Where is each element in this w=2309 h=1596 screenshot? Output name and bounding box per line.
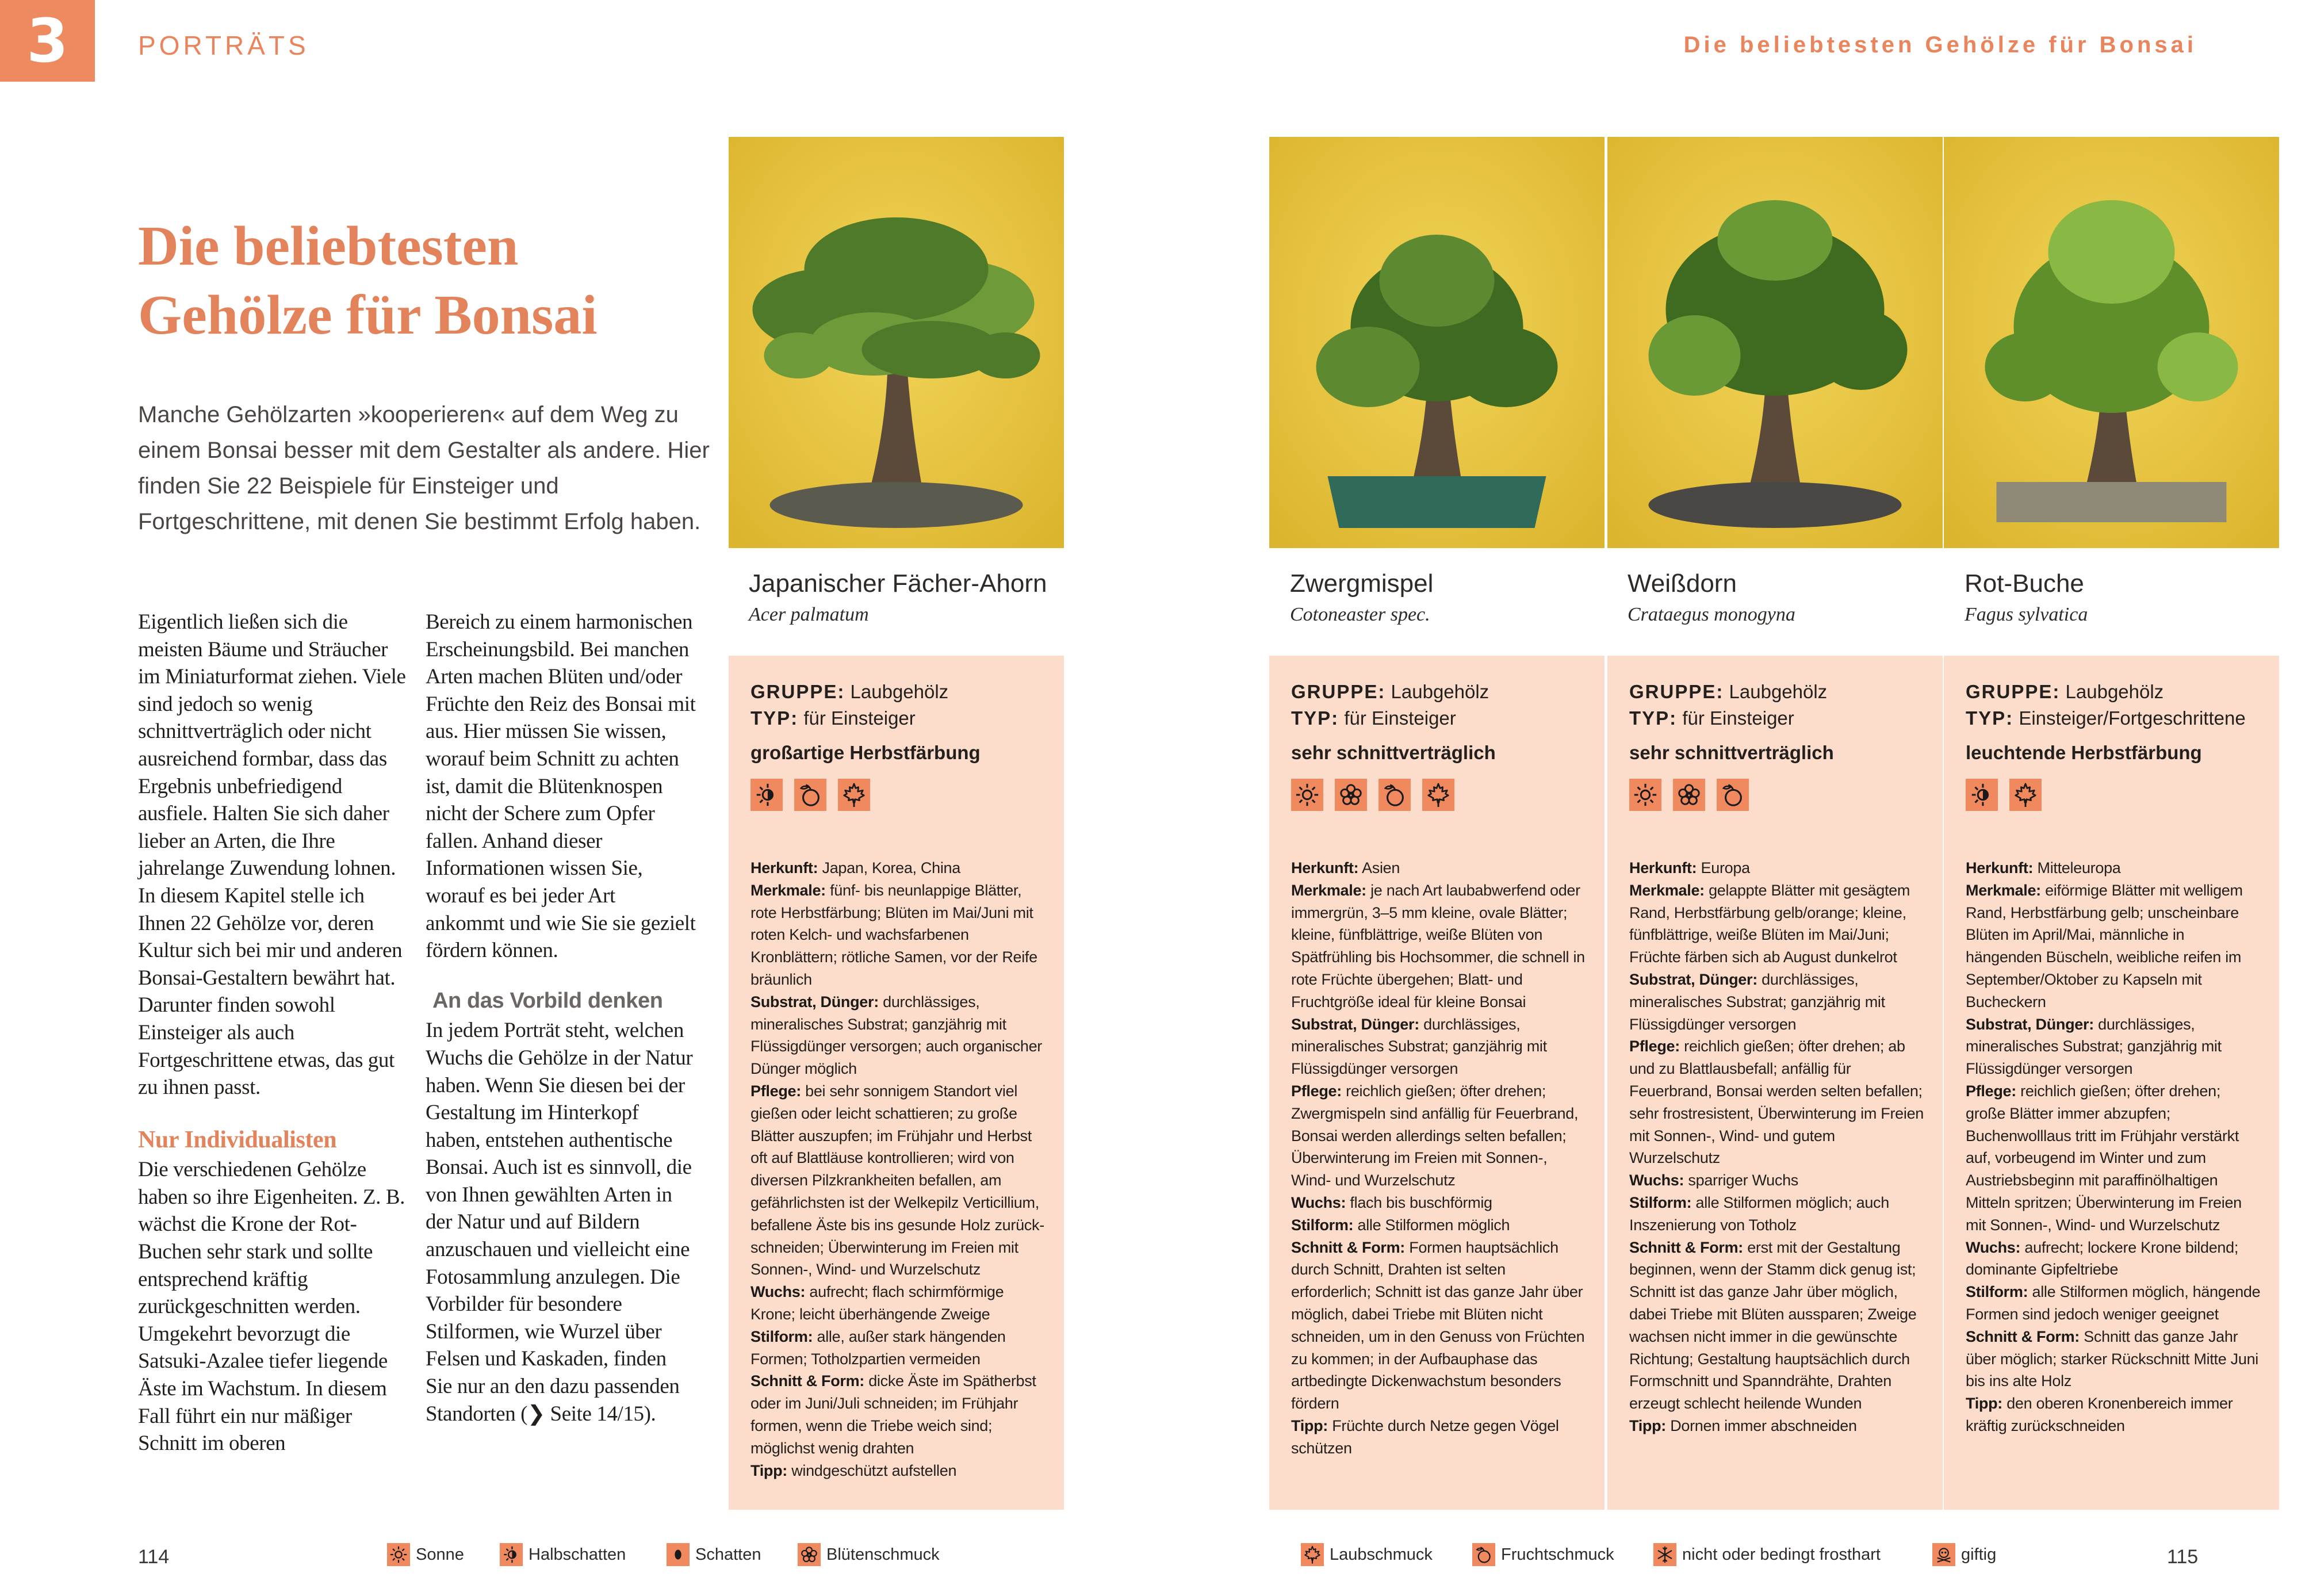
group-label: GRUPPE: — [1291, 681, 1386, 702]
detail-label: Pflege: — [1291, 1082, 1342, 1100]
photo-japanese-maple — [729, 137, 1064, 548]
photo-hawthorn — [1607, 137, 1943, 548]
subheading: Nur Individualisten — [138, 1126, 337, 1153]
detail-text: Asien — [1362, 859, 1400, 877]
legend-item-toxic — [1932, 1543, 1996, 1566]
detail-entry — [1966, 1326, 2262, 1392]
detail-entry — [1291, 1214, 1587, 1237]
subheading: An das Vorbild denken — [432, 988, 663, 1013]
detail-entry — [1291, 1013, 1587, 1080]
type-label: TYP: — [1629, 707, 1678, 729]
type-label: TYP: — [750, 707, 799, 729]
info-box-cotoneaster — [1269, 656, 1605, 1510]
detail-text: durchlässiges, mineralisches Substrat; ganzjährig mit Flüssigdünger versorgen — [1629, 970, 1885, 1033]
fruit-icon — [1378, 779, 1411, 811]
info-box-european-beech — [1944, 656, 2279, 1510]
group-value: Laubgehölz — [1391, 681, 1489, 702]
chapter-number-badge: 3 — [0, 0, 95, 82]
detail-text: Europa — [1701, 859, 1750, 877]
legend-item-halfshade — [500, 1543, 626, 1566]
detail-entry — [1629, 857, 1925, 879]
detail-entry — [1966, 879, 2262, 1013]
highlight-feature: leuchtende Herbstfärbung — [1966, 742, 2202, 763]
detail-label: Merkmale: — [1966, 881, 2041, 899]
page-title-line: Die beliebtesten — [138, 215, 519, 277]
tree-foliage — [971, 332, 1040, 378]
page-number-left: 114 — [138, 1546, 170, 1568]
photo-european-beech — [1944, 137, 2279, 548]
detail-entry — [1966, 1013, 2262, 1080]
detail-text: fünf- bis neunlappige Blätter, rote Herbstfärbung; Blüten im Mai/Juni mit roten Kelch- und wachsfarbenen Kronblättern; rötliche Samen, vor der Reife bräunlich — [750, 881, 1037, 988]
type-row — [1966, 705, 2262, 732]
bonsai-pot — [1997, 482, 2227, 522]
leaf-icon — [838, 779, 870, 811]
page-title — [138, 212, 598, 350]
fruit-icon — [794, 779, 826, 811]
running-title: Die beliebtesten Gehölze für Bonsai — [1683, 32, 2197, 58]
detail-label: Pflege: — [1629, 1038, 1680, 1055]
bonsai-pot — [1649, 482, 1902, 528]
property-icons — [750, 779, 1047, 811]
tree-foliage — [1816, 309, 1908, 390]
legend-label: Sonne — [416, 1545, 464, 1564]
leaf-icon — [1422, 779, 1454, 811]
legend-item-blossom — [798, 1543, 940, 1566]
detail-text: reichlich gießen; öfter drehen; Zwergmispeln sind anfällig für Feuerbrand, Bonsai werden allerdings selten befallen; Überwinterung im Freien mit Sonnen-, Wind- und Wurzelschutz — [1291, 1082, 1579, 1189]
type-value: für Einsteiger — [803, 707, 916, 729]
detail-label: Stilform: — [1629, 1193, 1692, 1211]
tree-foliage — [1985, 332, 2066, 401]
detail-label: Pflege: — [1966, 1082, 2016, 1100]
detail-label: Tipp: — [750, 1461, 787, 1479]
group-value: Laubgehölz — [1729, 681, 1828, 702]
detail-text: dicke Äste im Spätherbst oder im Juni/Juli schneiden; im Frühjahr formen, wenn die Triebe weich sind; möglichst wenig drahten — [750, 1372, 1036, 1457]
detail-entry — [1966, 1392, 2262, 1437]
legend-item-fruit — [1472, 1543, 1614, 1566]
detail-text: eiförmige Blätter mit welligem Rand, Herbstfärbung gelb; unscheinbare Blüten im April/Mai, männliche in hängenden Büscheln, weibliche reifen im September/Oktober zu Kapseln mit Bucheckern — [1966, 881, 2243, 1011]
tree-foliage — [2048, 200, 2175, 304]
body-column-1 — [138, 608, 408, 1457]
tree-foliage — [1316, 327, 1420, 407]
detail-label: Schnitt & Form: — [1291, 1238, 1405, 1256]
group-row — [750, 679, 1047, 705]
detail-text: alle Stilformen möglich; auch Inszenierung von Totholz — [1629, 1193, 1889, 1234]
detail-label: Substrat, Dünger: — [1966, 1015, 2094, 1033]
detail-label: Herkunft: — [1629, 859, 1697, 877]
detail-entry — [1966, 857, 2262, 879]
detail-label: Schnitt & Form: — [1966, 1327, 2080, 1345]
details — [1291, 857, 1587, 1460]
detail-label: Merkmale: — [750, 881, 826, 899]
blossom-icon — [798, 1543, 821, 1566]
detail-text: Früchte durch Netze gegen Vögel schützen — [1291, 1417, 1559, 1457]
legend-label: Fruchtschmuck — [1501, 1545, 1614, 1564]
detail-entry — [1291, 1415, 1587, 1460]
tree-foliage — [1454, 327, 1558, 407]
legend-item-frost — [1653, 1543, 1881, 1566]
fruit-icon — [1472, 1543, 1495, 1566]
detail-label: Wuchs: — [1629, 1172, 1684, 1189]
tree-foliage — [2158, 332, 2238, 401]
legend-label: Laubschmuck — [1330, 1545, 1433, 1564]
legend-label: Schatten — [695, 1545, 761, 1564]
type-row — [1629, 705, 1925, 732]
type-label: TYP: — [1291, 707, 1339, 729]
highlight-feature: sehr schnittverträglich — [1629, 742, 1834, 763]
plant-name: Rot-Buche — [1965, 569, 2084, 598]
type-value: für Einsteiger — [1344, 707, 1456, 729]
highlight-feature: großartige Herbstfärbung — [750, 742, 981, 763]
detail-text: alle Stilformen möglich, hängende Formen sind jedoch weniger geeignet — [1966, 1283, 2261, 1323]
section-label: PORTRÄTS — [138, 30, 309, 60]
property-icons — [1291, 779, 1587, 811]
detail-label: Tipp: — [1291, 1417, 1328, 1434]
detail-entry — [750, 1370, 1047, 1459]
detail-label: Substrat, Dünger: — [1629, 970, 1757, 988]
detail-text: Schnitt das ganze Jahr über möglich; starker Rückschnitt Mitte Juni bis ins alte Holz — [1966, 1327, 2258, 1390]
sun-icon — [387, 1543, 410, 1566]
detail-label: Stilform: — [1291, 1216, 1354, 1234]
sun-icon — [1629, 779, 1661, 811]
type-label: TYP: — [1966, 707, 2014, 729]
group-row — [1291, 679, 1587, 705]
detail-label: Tipp: — [1629, 1417, 1666, 1434]
detail-text: erst mit der Gestaltung beginnen, wenn der Stamm dick genug ist; Schnitt ist das ganze Jahr über möglich, dabei Triebe mit Blüten aussparen; Zweige wachsen nicht immer in die gewünschte Richtung; Gestaltung hauptsächlich durch Formschnitt und Spanndrähte, Drahten erzeugt schlecht heilende Wunden — [1629, 1238, 1917, 1413]
detail-text: bei sehr sonnigem Standort viel gießen oder leicht schattieren; zu große Blätter auszupfen; im Frühjahr und Herbst oft auf Blattläuse kontrollieren; wird von diversen Pilzkrankheiten befallen, am gefährlichsten ist der Welkepilz Verticillium, befallene Äste bis ins gesunde Holz zurückschneiden; Überwinterung im Freien mit Sonnen-, Wind- und Wurzelschutz — [750, 1082, 1045, 1279]
bonsai-pot — [1328, 476, 1546, 528]
legend-label: Blütenschmuck — [826, 1545, 940, 1564]
detail-label: Herkunft: — [1966, 859, 2034, 877]
tree-foliage — [1649, 315, 1741, 396]
blossom-icon — [1673, 779, 1705, 811]
leaf-icon — [1301, 1543, 1324, 1566]
detail-label: Substrat, Dünger: — [750, 993, 879, 1011]
legend-item-leaf — [1301, 1543, 1433, 1566]
fruit-icon — [1717, 779, 1749, 811]
plant-latin-name: Crataegus monogyna — [1628, 604, 1795, 625]
detail-text: durchlässiges, mineralisches Substrat; ganzjährig mit Flüssigdünger versorgen — [1291, 1015, 1547, 1078]
legend-item-sun — [387, 1543, 464, 1566]
detail-text: den oberen Kronenbereich immer kräftig zurückschneiden — [1966, 1395, 2233, 1434]
group-value: Laubgehölz — [2065, 681, 2164, 702]
page-title-line: Gehölze für Bonsai — [138, 284, 598, 346]
legend-label: giftig — [1961, 1545, 1997, 1564]
details — [750, 857, 1047, 1482]
detail-label: Stilform: — [750, 1327, 813, 1345]
plant-latin-name: Acer palmatum — [749, 604, 869, 625]
halfshade-icon — [1966, 779, 1998, 811]
body-paragraph: Eigentlich ließen sich die meisten Bäume und Sträucher im Miniaturformat ziehen. Viele sind jedoch so wenig schnittverträglich oder nicht ausreichend formbar, dass das Ergebnis unbefriedigend ausfiele. Halten Sie sich daher lieber an Arten, die Ihre jahrelange Zuwendung lohnen. In diesem Kapitel stelle ich Ihnen 22 Gehölze vor, deren Kultur sich bei mir und anderen Bonsai-Gestaltern bewährt hat. Darunter finden sowohl Einsteiger als auch Fortgeschrittene etwas, das gut zu ihnen passt. — [138, 610, 406, 1100]
frost-icon — [1653, 1543, 1676, 1566]
detail-entry — [1291, 1080, 1587, 1192]
detail-entry — [750, 879, 1047, 991]
detail-text: sparriger Wuchs — [1688, 1172, 1798, 1189]
photo-cotoneaster — [1269, 137, 1605, 548]
detail-text: Dornen immer abschneiden — [1670, 1417, 1857, 1434]
legend-label: nicht oder bedingt frosthart — [1682, 1545, 1881, 1564]
detail-entry — [1966, 1237, 2262, 1281]
detail-entry — [1966, 1080, 2262, 1237]
body-paragraph: Bereich zu einem harmonischen Erscheinungsbild. Bei manchen Arten machen Blüten und/oder Früchte den Reiz des Bonsai mit aus. Hier müssen Sie wissen, worauf beim Schnitt zu achten ist, damit die Blütenknospen nicht der Schere zum Opfer fallen. Anhand dieser Informationen wissen Sie, worauf es bei jeder Art ankommt und wie Sie sie gezielt fördern können. — [426, 610, 696, 963]
detail-entry — [1291, 857, 1587, 879]
group-label: GRUPPE: — [1966, 681, 2061, 702]
plant-name: Weißdorn — [1628, 569, 1737, 598]
toxic-icon — [1932, 1543, 1955, 1566]
detail-entry — [750, 1281, 1047, 1326]
info-box-hawthorn — [1607, 656, 1943, 1510]
detail-text: Mitteleuropa — [2037, 859, 2121, 877]
detail-entry — [1629, 879, 1925, 969]
detail-entry — [1629, 969, 1925, 1035]
detail-text: aufrecht; flach schirmförmige Krone; leicht überhängende Zweige — [750, 1283, 1004, 1323]
body-paragraph: Die verschiedenen Gehölze haben so ihre Eigenheiten. Z. B. wächst die Krone der Rot-Buchen sehr stark und sollte entsprechend kräftig zurückgeschnitten werden. Umgekehrt bevorzugt die Satsuki-Azalee tiefer liegende Äste im Wachstum. In diesem Fall führt ein nur mäßiger Schnitt im oberen — [138, 1158, 405, 1456]
detail-text: alle Stilformen möglich — [1357, 1216, 1510, 1234]
intro-text: Manche Gehölzarten »kooperieren« auf dem Weg zu einem Bonsai besser mit dem Gestalter als andere. Hier finden Sie 22 Beispiele für Einsteiger und Fortgeschrittene, mit denen Sie bestimmt Erfolg haben. — [138, 402, 710, 534]
plant-latin-name: Cotoneaster spec. — [1290, 604, 1430, 625]
detail-text: reichlich gießen; öfter drehen; ab und zu Blattlausbefall; anfällig für Feuerbrand, Bonsai werden selten befallen; sehr frostresistent, Überwinterung im Freien mit Sonnen-, Wind- und gutem Wurzelschutz — [1629, 1038, 1924, 1167]
tree-foliage — [1718, 200, 1833, 281]
group-row — [1966, 679, 2262, 705]
detail-label: Herkunft: — [750, 859, 818, 877]
detail-entry — [750, 857, 1047, 879]
legend-label: Halbschatten — [529, 1545, 626, 1564]
detail-label: Pflege: — [750, 1082, 801, 1100]
plant-latin-name: Fagus sylvatica — [1965, 604, 2088, 625]
type-row — [1291, 705, 1587, 732]
detail-entry — [1629, 1169, 1925, 1192]
group-label: GRUPPE: — [750, 681, 845, 702]
tree-foliage — [764, 332, 833, 378]
bonsai-pot — [770, 482, 1023, 528]
detail-label: Wuchs: — [1966, 1238, 2021, 1256]
detail-entry — [1629, 1035, 1925, 1169]
details — [1629, 857, 1925, 1437]
details — [1966, 857, 2262, 1437]
detail-label: Schnitt & Form: — [1629, 1238, 1743, 1256]
detail-text: alle, außer stark hängenden Formen; Totholzpartien vermeiden — [750, 1327, 1006, 1368]
group-value: Laubgehölz — [850, 681, 949, 702]
detail-entry — [1629, 1192, 1925, 1237]
detail-text: flach bis buschförmig — [1350, 1193, 1492, 1211]
body-column-2 — [426, 608, 696, 1427]
detail-label: Schnitt & Form: — [750, 1372, 864, 1390]
detail-text: aufrecht; lockere Krone bildend; dominante Gipfeltriebe — [1966, 1238, 2239, 1279]
detail-label: Stilform: — [1966, 1283, 2028, 1301]
page-number-right: 115 — [2167, 1546, 2199, 1568]
detail-label: Herkunft: — [1291, 859, 1359, 877]
detail-entry — [750, 1326, 1047, 1371]
detail-entry — [1291, 1237, 1587, 1415]
detail-entry — [1629, 1415, 1925, 1437]
detail-label: Tipp: — [1966, 1395, 2002, 1413]
plant-name: Japanischer Fächer-Ahorn — [749, 569, 1047, 598]
detail-entry — [750, 991, 1047, 1080]
detail-entry — [750, 1460, 1047, 1482]
halfshade-icon — [500, 1543, 523, 1566]
detail-entry — [1291, 1192, 1587, 1214]
property-icons — [1966, 779, 2262, 811]
detail-text: durchlässiges, mineralisches Substrat; ganzjährig mit Flüssigdünger versorgen — [1966, 1015, 2222, 1078]
detail-label: Wuchs: — [750, 1283, 806, 1301]
tree-foliage — [1380, 235, 1495, 327]
highlight-feature: sehr schnittverträglich — [1291, 742, 1496, 763]
tree-foliage — [805, 217, 989, 321]
leaf-icon — [2009, 779, 2042, 811]
detail-entry — [1629, 1237, 1925, 1415]
group-row — [1629, 679, 1925, 705]
detail-text: Japan, Korea, China — [822, 859, 960, 877]
info-box-japanese-maple — [729, 656, 1064, 1510]
detail-entry — [750, 1080, 1047, 1281]
type-row — [750, 705, 1047, 732]
type-value: Einsteiger/Fortgeschrittene — [2019, 707, 2246, 729]
detail-text: je nach Art laubabwerfend oder immergrün, 3–5 mm kleine, ovale Blätter; kleine, fünfblättrige, weiße Blüten von Spätfrühling bis Hochsommer, die schnell in rote Früchte übergehen; Blatt- und Fruchtgröße ideal für kleine Bonsai — [1291, 881, 1585, 1011]
detail-entry — [1966, 1281, 2262, 1326]
blossom-icon — [1335, 779, 1367, 811]
group-label: GRUPPE: — [1629, 681, 1724, 702]
detail-text: Formen hauptsächlich durch Schnitt, Drahten ist selten erforderlich; Schnitt ist das ganze Jahr über möglich, dabei Triebe mit Blüten nicht schneiden, um in den Genuss von Früchten zu kommen; in der Aufbauphase das artbedingte Dickenwachstum besonders fördern — [1291, 1238, 1585, 1413]
detail-text: reichlich gießen; öfter drehen; große Blätter immer abzupfen; Buchenwolllaus tritt im Frühjahr verstärkt auf, vorbeugend im Winter und zum Austriebsbeginn mit paraffinölhaltigen Mitteln spritzen; Überwinterung im Freien mit Sonnen-, Wind- und Wurzelschutz — [1966, 1082, 2242, 1234]
type-value: für Einsteiger — [1682, 707, 1794, 729]
body-paragraph: In jedem Porträt steht, welchen Wuchs die Gehölze in der Natur haben. Wenn Sie diesen bei der Gestaltung im Hinterkopf haben, entstehen authentische Bonsai. Auch ist es sinnvoll, die von Ihnen gewählten Arten in der Natur und auf Bildern anzuschauen und vielleicht eine Fotosammlung anzulegen. Die Vorbilder für besondere Stilformen, wie Wurzel über Felsen und Kaskaden, finden Sie nur an den dazu passenden Standorten (❯ Seite 14/15). — [426, 1019, 693, 1426]
legend-item-shade — [667, 1543, 761, 1566]
property-icons — [1629, 779, 1925, 811]
detail-text: windgeschützt aufstellen — [791, 1461, 957, 1479]
halfshade-icon — [750, 779, 783, 811]
detail-label: Merkmale: — [1629, 881, 1705, 899]
detail-label: Substrat, Dünger: — [1291, 1015, 1419, 1033]
detail-label: Wuchs: — [1291, 1193, 1346, 1211]
detail-text: gelappte Blätter mit gesägtem Rand, Herbstfärbung gelb/orange; kleine, fünfblättrige, weiße Blüten im Mai/Juni; Früchte färben sich ab August dunkelrot — [1629, 881, 1910, 966]
plant-name: Zwergmispel — [1290, 569, 1434, 598]
shade-icon — [667, 1543, 690, 1566]
sun-icon — [1291, 779, 1323, 811]
detail-text: durchlässiges, mineralisches Substrat; ganzjährig mit Flüssigdünger versorgen; auch organischer Dünger möglich — [750, 993, 1042, 1078]
detail-entry — [1291, 879, 1587, 1013]
detail-label: Merkmale: — [1291, 881, 1366, 899]
